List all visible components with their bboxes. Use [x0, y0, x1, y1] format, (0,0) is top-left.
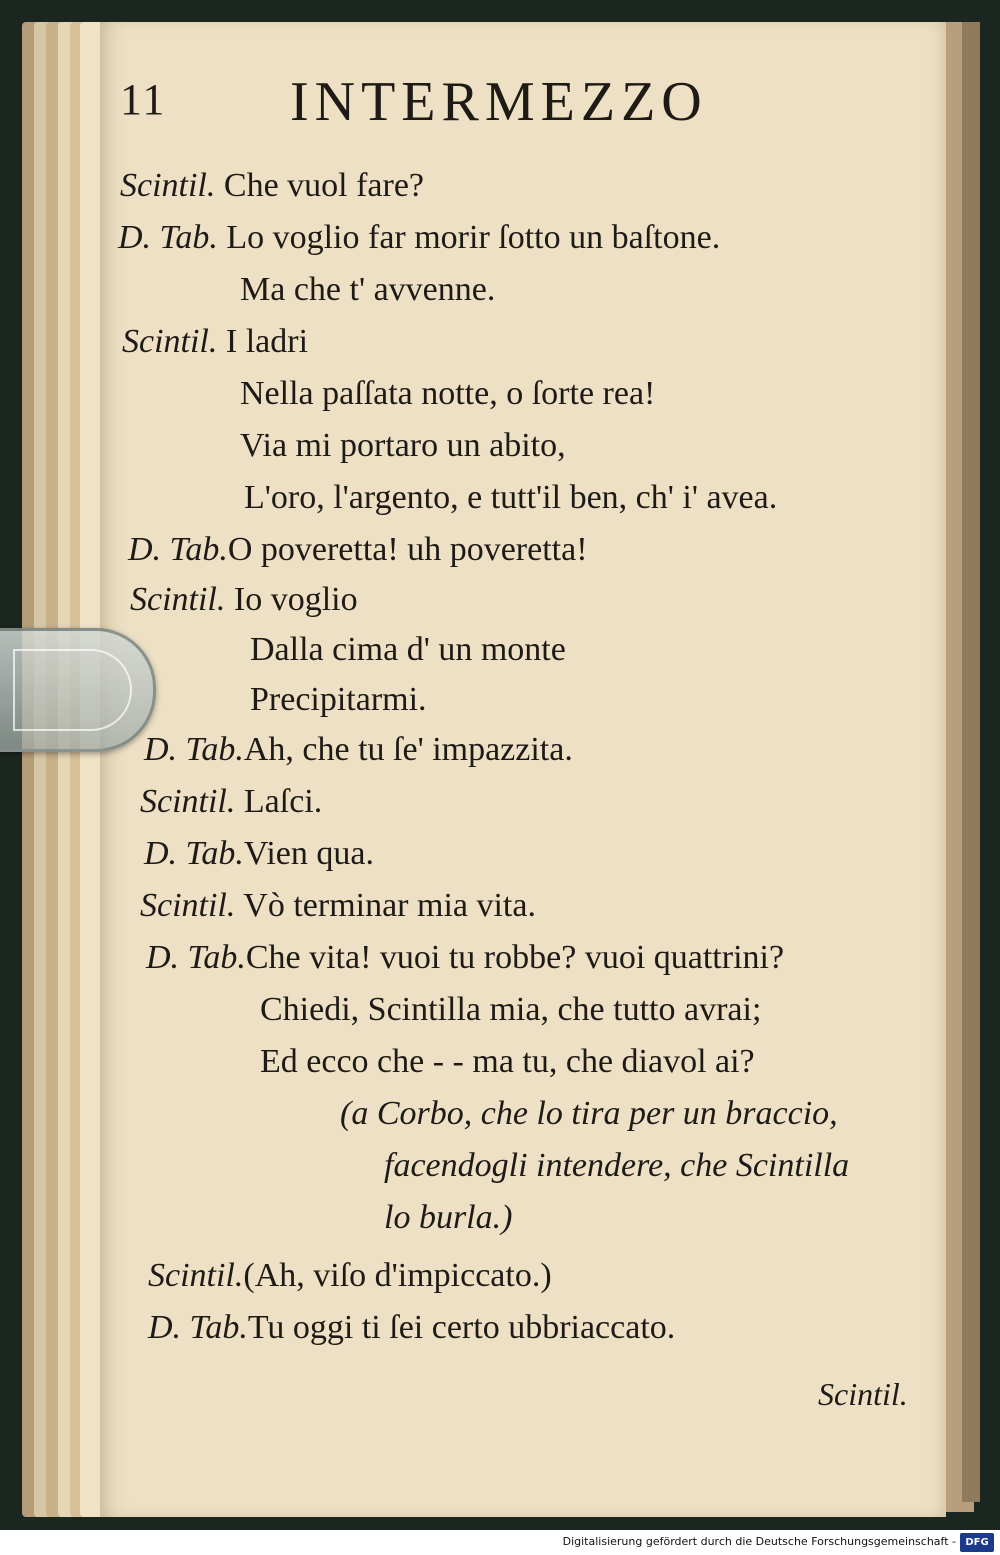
speaker-name: D. Tab. [144, 835, 244, 872]
dfg-logo: DFG [960, 1533, 994, 1552]
dialogue-text: Ah, che tu ſe' impazzita. [243, 731, 573, 768]
text-line [240, 374, 655, 414]
dialogue-text: (Ah, viſo d'impiccato.) [243, 1257, 552, 1294]
text-line [148, 1308, 675, 1348]
text-line [260, 1042, 755, 1082]
text-line [148, 1256, 552, 1296]
stacked-page-edges [22, 22, 102, 1517]
funding-credit: Digitalisierung gefördert durch die Deutsche Forschungsgemeinschaft - [562, 1535, 956, 1548]
running-title: INTERMEZZO [290, 71, 708, 133]
dialogue-text: L'oro, l'argento, e tutt'il ben, ch' i' avea. [244, 479, 778, 516]
speaker-name: D. Tab. [144, 731, 244, 768]
dialogue-text: Via mi portaro un abito, [240, 427, 566, 464]
speaker-name: Scintil. [148, 1257, 244, 1294]
speaker-name: Scintil. [140, 783, 236, 820]
dialogue-text: Chiedi, Scintilla mia, che tutto avrai; [260, 991, 762, 1028]
text-line [144, 834, 374, 874]
dialogue-text: Ed ecco che - - ma tu, che diavol ai? [260, 1043, 755, 1080]
dialogue-text: I ladri [217, 323, 309, 360]
dialogue-text: Vò terminar mia vita. [235, 887, 536, 924]
speaker-name: Scintil. [130, 581, 226, 618]
dialogue-text: Che vita! vuoi tu robbe? vuoi quattrini? [245, 939, 785, 976]
text-line [146, 938, 784, 978]
dialogue-text: Tu oggi ti ſei certo ubbriaccato. [247, 1309, 676, 1346]
stage-direction [384, 1198, 512, 1238]
text-line [130, 580, 358, 620]
text-line [144, 730, 573, 770]
catchword: Scintil. [818, 1376, 908, 1412]
digitization-footer [0, 1530, 1000, 1555]
dialogue-text: Ma che t' avvenne. [240, 271, 496, 308]
text-line [140, 782, 322, 822]
text-line [240, 426, 566, 466]
text-line [250, 680, 427, 720]
speaker-name: D. Tab. [148, 1309, 248, 1346]
dialogue-text: Io voglio [225, 581, 358, 618]
text-line [140, 886, 536, 926]
speaker-name: D. Tab. [118, 219, 218, 256]
dialogue-text: Lo voglio far morir ſotto un baſtone. [217, 219, 721, 256]
speaker-name: D. Tab. [128, 531, 228, 568]
speaker-name: D. Tab. [146, 939, 246, 976]
stage-direction-text: (a Corbo, che lo tira per un braccio, [340, 1095, 838, 1132]
dialogue-text: Dalla cima d' un monte [250, 631, 566, 668]
text-line [244, 478, 777, 518]
speaker-name: Scintil. [140, 887, 236, 924]
text-line [120, 166, 424, 206]
text-line [260, 990, 761, 1030]
stage-direction-text: facendogli intendere, che Scintilla [384, 1147, 850, 1184]
dialogue-text: O poveretta! uh poveretta! [227, 531, 588, 568]
dialogue-text: Nella paſſata notte, o ſorte rea! [240, 375, 656, 412]
stage-direction [340, 1094, 838, 1134]
text-line [118, 218, 720, 258]
dialogue-text: Laſci. [235, 783, 323, 820]
stage-direction [384, 1146, 849, 1186]
speaker-name: Scintil. [120, 167, 216, 204]
page-number: 11 [120, 75, 167, 124]
stage-direction-text: lo burla.) [384, 1199, 513, 1236]
dialogue-text: Vien qua. [243, 835, 374, 872]
dialogue-text: Precipitarmi. [250, 681, 427, 718]
dialogue-text: Che vuol fare? [215, 167, 425, 204]
page-clip [0, 628, 156, 752]
right-page-edge-shadow [962, 22, 980, 1502]
speaker-name: Scintil. [122, 323, 218, 360]
text-line [128, 530, 588, 570]
text-line [122, 322, 308, 362]
text-line [240, 270, 495, 310]
text-line [250, 630, 566, 670]
